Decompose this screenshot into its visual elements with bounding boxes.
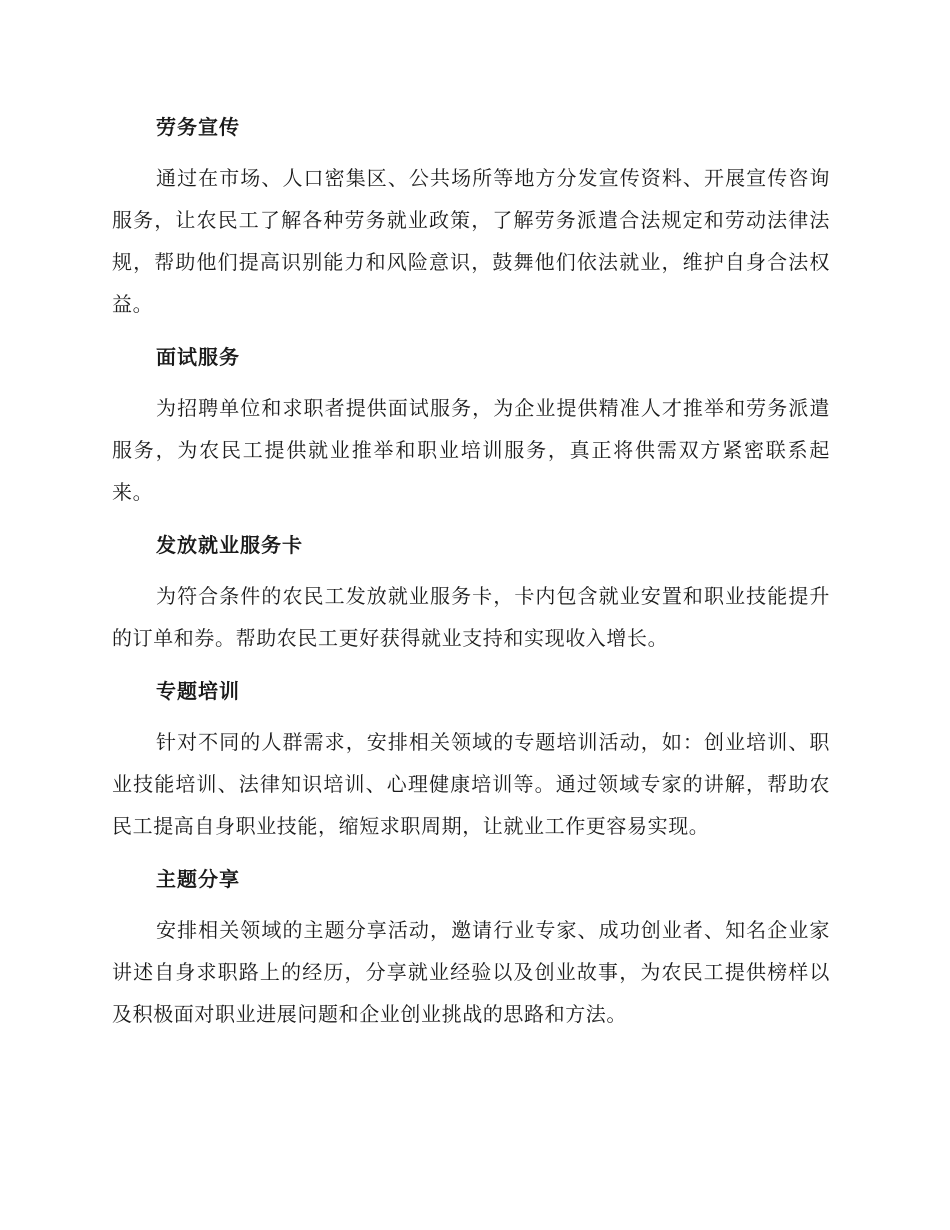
section-employment-card: [112, 527, 830, 659]
section-paragraph: 安排相关领域的主题分享活动，邀请行业专家、成功创业者、知名企业家讲述自身求职路上的经历，分享就业经验以及创业故事，为农民工提供榜样以及积极面对职业进展问题和企业创业挑战的思路和方法。: [112, 918, 830, 1026]
document-page: [112, 109, 830, 1049]
section-heading: 主题分享: [156, 867, 240, 891]
section-paragraph: 为符合条件的农民工发放就业服务卡，卡内包含就业安置和职业技能提升的订单和券。帮助农民工更好获得就业支持和实现收入增长。: [112, 584, 830, 650]
section-labor-publicity: [112, 109, 830, 325]
section-heading: 面试服务: [156, 345, 240, 369]
section-theme-sharing: [112, 861, 830, 1035]
section-paragraph: 为招聘单位和求职者提供面试服务，为企业提供精准人才推举和劳务派遣服务，为农民工提供就业推举和职业培训服务，真正将供需双方紧密联系起来。: [112, 396, 830, 504]
section-paragraph: 通过在市场、人口密集区、公共场所等地方分发宣传资料、开展宣传咨询服务，让农民工了解各种劳务就业政策，了解劳务派遣合法规定和劳动法律法规，帮助他们提高识别能力和风险意识，鼓舞他们依法就业，维护自身合法权益。: [112, 166, 830, 316]
section-heading: 专题培训: [156, 679, 240, 703]
section-paragraph: 针对不同的人群需求，安排相关领域的专题培训活动，如：创业培训、职业技能培训、法律知识培训、心理健康培训等。通过领域专家的讲解，帮助农民工提高自身职业技能，缩短求职周期，让就业工作更容易实现。: [112, 730, 830, 838]
section-heading: 发放就业服务卡: [156, 533, 303, 557]
section-special-training: [112, 673, 830, 847]
section-heading: 劳务宣传: [156, 115, 240, 139]
section-interview-service: [112, 339, 830, 513]
